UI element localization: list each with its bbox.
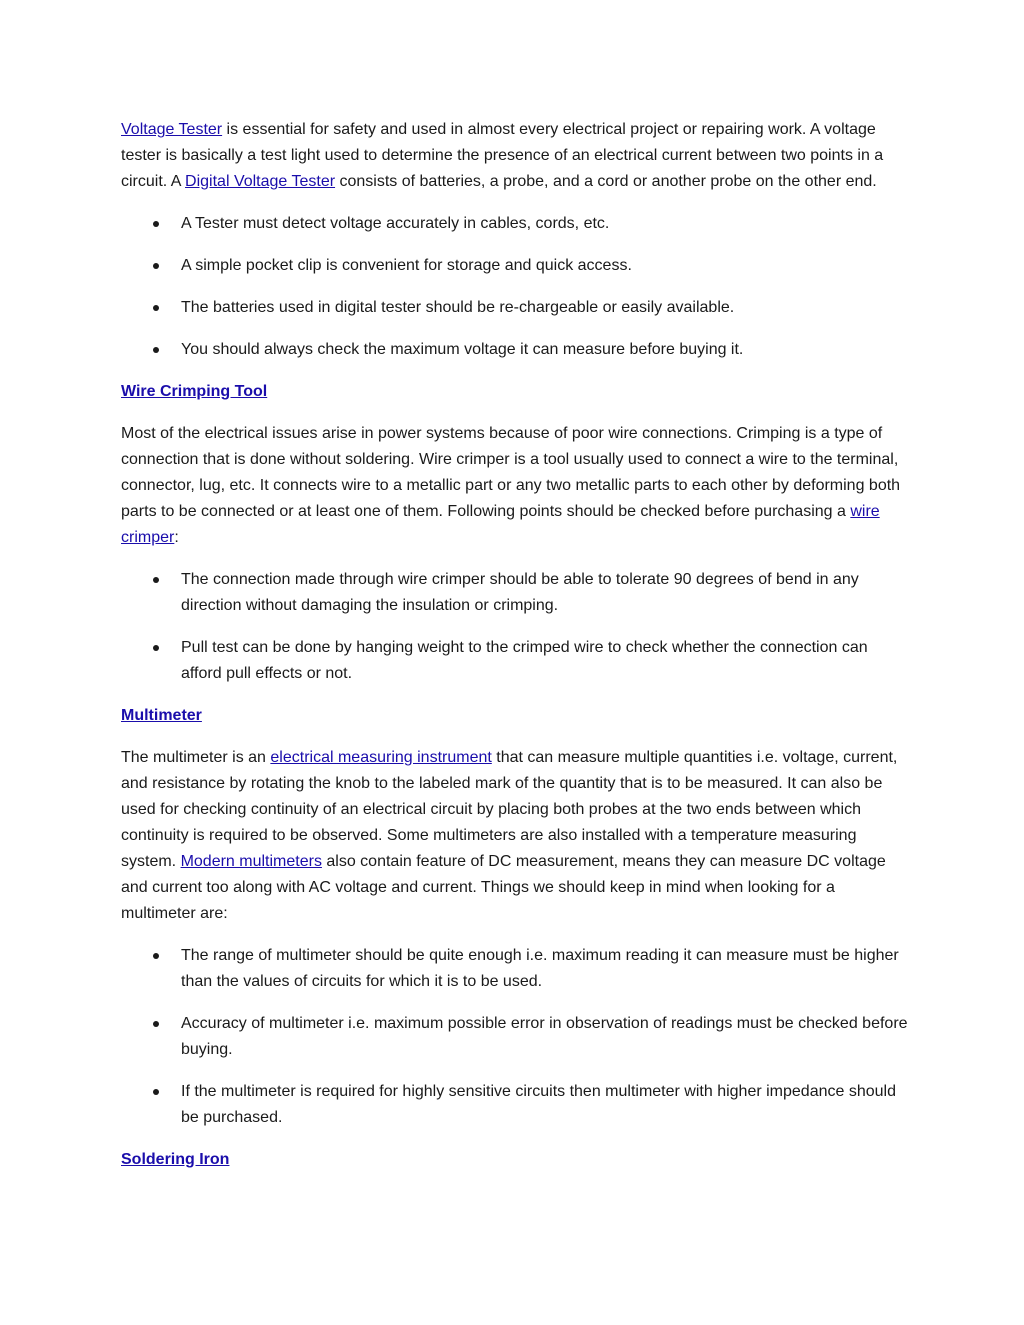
electrical-measuring-instrument-link[interactable]: electrical measuring instrument [270, 749, 492, 766]
voltage-tester-link[interactable]: Voltage Tester [121, 121, 223, 138]
wire-crimper-link[interactable]: wire crimper [121, 503, 880, 546]
wire-crimping-list [121, 567, 911, 687]
list-item: The connection made through wire crimper should be able to tolerate 90 degrees of bend in any direction without damaging the insulation or crimping. [121, 567, 911, 619]
multimeter-heading-link[interactable]: Multimeter [121, 707, 202, 724]
wire-crimping-paragraph [121, 421, 911, 551]
multimeter-heading-line [121, 703, 911, 729]
wire-crimping-heading-line [121, 379, 911, 405]
list-item: The range of multimeter should be quite enough i.e. maximum reading it can measure must be higher than the values of circuits for which it is to be used. [121, 943, 911, 995]
voltage-tester-list [121, 211, 911, 363]
multimeter-list [121, 943, 911, 1131]
digital-voltage-tester-link[interactable]: Digital Voltage Tester [185, 173, 336, 190]
voltage-tester-intro [121, 117, 911, 195]
list-item: If the multimeter is required for highly sensitive circuits then multimeter with higher impedance should be purchased. [121, 1079, 911, 1131]
multimeter-text-1: The multimeter is an [121, 749, 271, 766]
multimeter-text-2: that can measure multiple quantities i.e. voltage, current, and resistance by rotating the knob to the labeled mark of the quantity that is to be measured. It can also be used for checking continuity of an electrical circuit by placing both probes at the two ends between which continuity is required to be observed. Some multimeters are also installed with a temperature measuring system. [121, 749, 898, 870]
multimeter-text-3: also contain feature of DC measurement, means they can measure DC voltage and current too along with AC voltage and current. Things we should keep in mind when looking for a multimeter are: [121, 853, 886, 922]
list-item: Accuracy of multimeter i.e. maximum possible error in observation of readings must be checked before buying. [121, 1011, 911, 1063]
crimping-text-2: : [174, 529, 179, 546]
modern-multimeters-link[interactable]: Modern multimeters [180, 853, 322, 870]
list-item: A Tester must detect voltage accurately in cables, cords, etc. [121, 211, 911, 237]
soldering-iron-heading-line [121, 1147, 911, 1173]
crimping-text-1: Most of the electrical issues arise in power systems because of poor wire connections. Crimping is a type of connection that is done without soldering. Wire crimper is a tool usually used to connect a wire to the terminal, connector, lug, etc. It connects wire to a metallic part or any two metallic parts to each other by deforming both parts to be connected or at least one of them. Following points should be checked before purchasing a [121, 425, 901, 520]
list-item: You should always check the maximum voltage it can measure before buying it. [121, 337, 911, 363]
list-item: A simple pocket clip is convenient for storage and quick access. [121, 253, 911, 279]
list-item: The batteries used in digital tester should be re-chargeable or easily available. [121, 295, 911, 321]
wire-crimping-tool-heading-link[interactable]: Wire Crimping Tool [121, 383, 268, 400]
multimeter-paragraph [121, 745, 911, 927]
intro-text-1: is essential for safety and used in almost every electrical project or repairing work. A voltage tester is basically a test light used to determine the presence of an electrical current between two points in a circuit. A [121, 121, 884, 190]
list-item: Pull test can be done by hanging weight to the crimped wire to check whether the connection can afford pull effects or not. [121, 635, 911, 687]
document-page [121, 117, 911, 1189]
intro-text-2: consists of batteries, a probe, and a cord or another probe on the other end. [335, 173, 877, 190]
soldering-iron-heading-link[interactable]: Soldering Iron [121, 1151, 230, 1168]
